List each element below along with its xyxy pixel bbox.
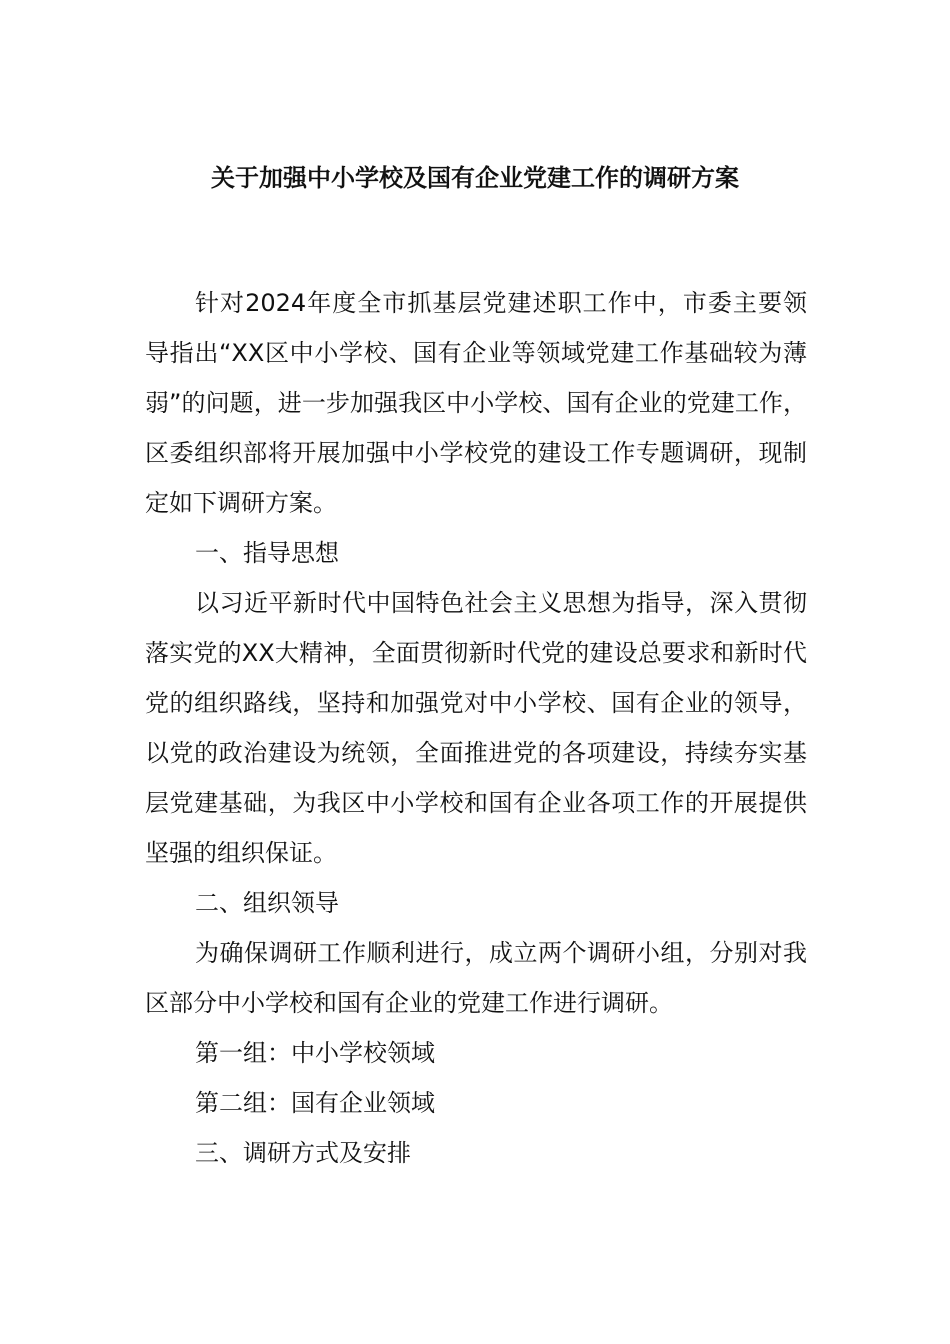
guiding-thought-paragraph: 以习近平新时代中国特色社会主义思想为指导，深入贯彻落实党的XX大精神，全面贯彻新时代党的建设总要求和新时代党的组织路线，坚持和加强党对中小学校、国有企业的领导，以党的政治建设为统领，全面推进党的各项建设，持续夯实基层党建基础，为我区中小学校和国有企业各项工作的开展提供坚强的组织保证。: [145, 589, 807, 867]
group-two-line: 第二组：国有企业领域: [195, 1089, 435, 1117]
group-one-line: 第一组：中小学校领域: [195, 1039, 435, 1067]
section-heading-organization: 二、组织领导: [195, 889, 339, 917]
organization-paragraph: 为确保调研工作顺利进行，成立两个调研小组，分别对我区部分中小学校和国有企业的党建工作进行调研。: [145, 939, 807, 1017]
section-heading-guiding-thought: 一、指导思想: [195, 539, 339, 567]
section-heading-method: 三、调研方式及安排: [195, 1139, 411, 1167]
document-title: 关于加强中小学校及国有企业党建工作的调研方案: [211, 164, 739, 192]
document-body: [145, 278, 807, 1178]
intro-paragraph: 针对2024年度全市抓基层党建述职工作中，市委主要领导指出“XX区中小学校、国有企业等领域党建工作基础较为薄弱”的问题，进一步加强我区中小学校、国有企业的党建工作，区委组织部将开展加强中小学校党的建设工作专题调研，现制定如下调研方案。: [145, 289, 807, 517]
